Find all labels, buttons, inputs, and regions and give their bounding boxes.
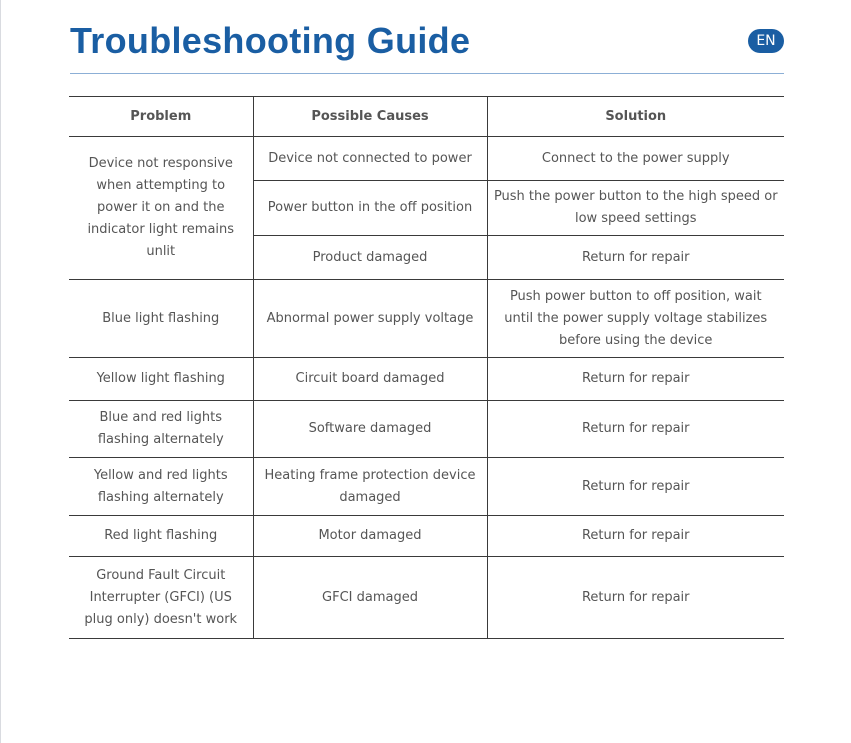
cause-cell: Product damaged	[253, 236, 487, 280]
table-row	[69, 280, 784, 358]
title-divider	[70, 73, 784, 74]
cause-cell: GFCI damaged	[253, 557, 487, 639]
solution-cell: Return for repair	[487, 401, 784, 458]
cause-cell: Motor damaged	[253, 516, 487, 557]
problem-cell: Yellow and red lights flashing alternately	[69, 458, 253, 516]
solution-cell: Return for repair	[487, 236, 784, 280]
problem-cell: Ground Fault Circuit Interrupter (GFCI) (US plug only) doesn't work	[69, 557, 253, 639]
solution-cell: Push power button to off position, wait until the power supply voltage stabilizes before using the device	[487, 280, 784, 358]
table-row	[69, 358, 784, 401]
solution-cell: Return for repair	[487, 458, 784, 516]
problem-cell: Device not responsive when attempting to power it on and the indicator light remains unlit	[69, 137, 253, 280]
table-row	[69, 557, 784, 639]
page-title: Troubleshooting Guide	[70, 20, 471, 61]
table-row	[69, 516, 784, 557]
language-badge: EN	[748, 29, 784, 53]
cause-cell: Circuit board damaged	[253, 358, 487, 401]
cause-cell: Heating frame protection device damaged	[253, 458, 487, 516]
solution-cell: Return for repair	[487, 358, 784, 401]
problem-cell: Blue light flashing	[69, 280, 253, 358]
problem-cell: Red light flashing	[69, 516, 253, 557]
table-row	[69, 137, 784, 181]
cause-cell: Software damaged	[253, 401, 487, 458]
solution-cell: Connect to the power supply	[487, 137, 784, 181]
problem-cell: Yellow light flashing	[69, 358, 253, 401]
table-row	[69, 401, 784, 458]
solution-cell: Push the power button to the high speed or low speed settings	[487, 181, 784, 236]
cause-cell: Device not connected to power	[253, 137, 487, 181]
cause-cell: Power button in the off position	[253, 181, 487, 236]
troubleshooting-table	[69, 96, 784, 639]
column-header-solution: Solution	[487, 97, 784, 137]
table-header-row	[69, 97, 784, 137]
column-header-causes: Possible Causes	[253, 97, 487, 137]
cause-cell: Abnormal power supply voltage	[253, 280, 487, 358]
column-header-problem: Problem	[69, 97, 253, 137]
table-row	[69, 458, 784, 516]
solution-cell: Return for repair	[487, 516, 784, 557]
page-left-edge	[0, 0, 1, 743]
problem-cell: Blue and red lights flashing alternately	[69, 401, 253, 458]
solution-cell: Return for repair	[487, 557, 784, 639]
